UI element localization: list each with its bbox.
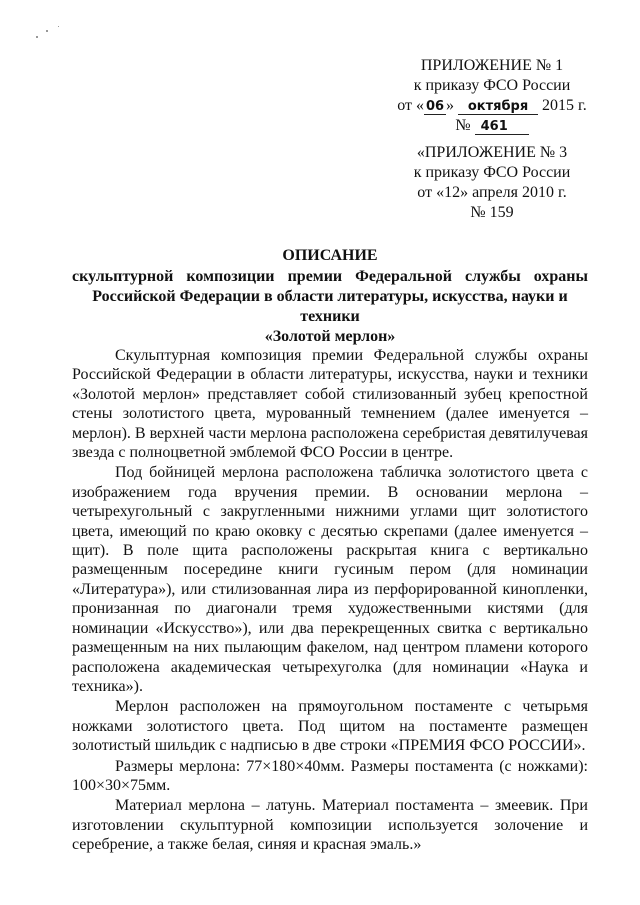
paragraph: Под бойницей мерлона расположена табличка золотистого цвета с изображением года вручения премии. В основании мерлона – четырехугольный с закругленными нижними углами щит золотистого цвета, имеющий по краю оковку с десятью скрепами (далее именуется – щит). В поле щита расположены раскрытая книга с вертикально размещенным посередине книги гусиным пером (для номинации «Литература»), или стилизованная лира из перфорированной кинопленки, пронизанная по диагонали тремя художественными кистями (для номинации «Искусство»), или два перекрещенных свитка с вертикально размещенным на них пылающим факелом, над центром пламени которого расположена академическая четырехуголка (для номинации «Наука и техника»). (72, 464, 588, 695)
scan-speck (58, 26, 59, 27)
prior-appendix-title: «ПРИЛОЖЕНИЕ № 3 (416, 144, 568, 161)
heading-line-1: скульптурной композиции премии Федеральной службы охраны (72, 268, 588, 285)
paragraph: Размеры мерлона: 77×180×40мм. Размеры постамента (с ножками): 100×30×75мм. (72, 757, 588, 794)
paragraph: Мерлон расположен на прямоугольном постаменте с четырьмя ножками золотистого цвета. Под щитом на постаменте размещен золотистый шильдик с надписью в две строки «ПРЕМИЯ ФСО РОССИИ». (72, 698, 588, 755)
prior-appendix-block (372, 143, 612, 223)
paragraph: Материал мерлона – латунь. Материал постамента – змеевик. При изготовлении скульптурной композиции используется золочение и серебрение, а также белая, синяя и красная эмаль.» (72, 797, 588, 854)
scan-speck (36, 36, 38, 38)
appendix-number-line (372, 116, 612, 136)
heading-line-3: «Золотой мерлон» (264, 328, 396, 345)
date-mid: » (446, 97, 454, 114)
appendix-date-line (372, 96, 612, 116)
document-heading (72, 246, 588, 347)
paragraph: Скульптурная композиция премии Федеральной службы охраны Российской Федерации в области литературы, искусства, науки и техники «Золотой мерлон» представляет собой стилизованный зубец крепостной стены золотистого цвета, мурованный темнением (далее именуется – мерлон). В верхней части мерлона расположена серебристая девятилучевая звезда с полноцветной эмблемой ФСО России в центре. (72, 347, 588, 462)
prior-appendix-number: № 159 (470, 204, 514, 221)
heading-line-2: Российской Федерации в области литературы, искусства, науки и техники (92, 288, 568, 325)
number-prefix: № (455, 117, 471, 134)
date-prefix: от « (397, 97, 424, 114)
date-year: 2015 г. (542, 97, 587, 114)
appendix-title: ПРИЛОЖЕНИЕ № 1 (420, 57, 564, 74)
number-handwritten: 461 (480, 119, 508, 134)
appendix-block (372, 56, 612, 136)
prior-appendix-order-ref: к приказу ФСО России (413, 164, 571, 181)
prior-appendix-date: от «12» апреля 2010 г. (417, 184, 567, 201)
appendix-order-ref: к приказу ФСО России (413, 77, 571, 94)
scan-speck (46, 30, 48, 32)
date-month-handwritten: октября (467, 99, 529, 114)
date-day-handwritten: 06 (425, 99, 445, 114)
page-title: ОПИСАНИЕ (282, 247, 378, 264)
document-body (72, 346, 588, 855)
